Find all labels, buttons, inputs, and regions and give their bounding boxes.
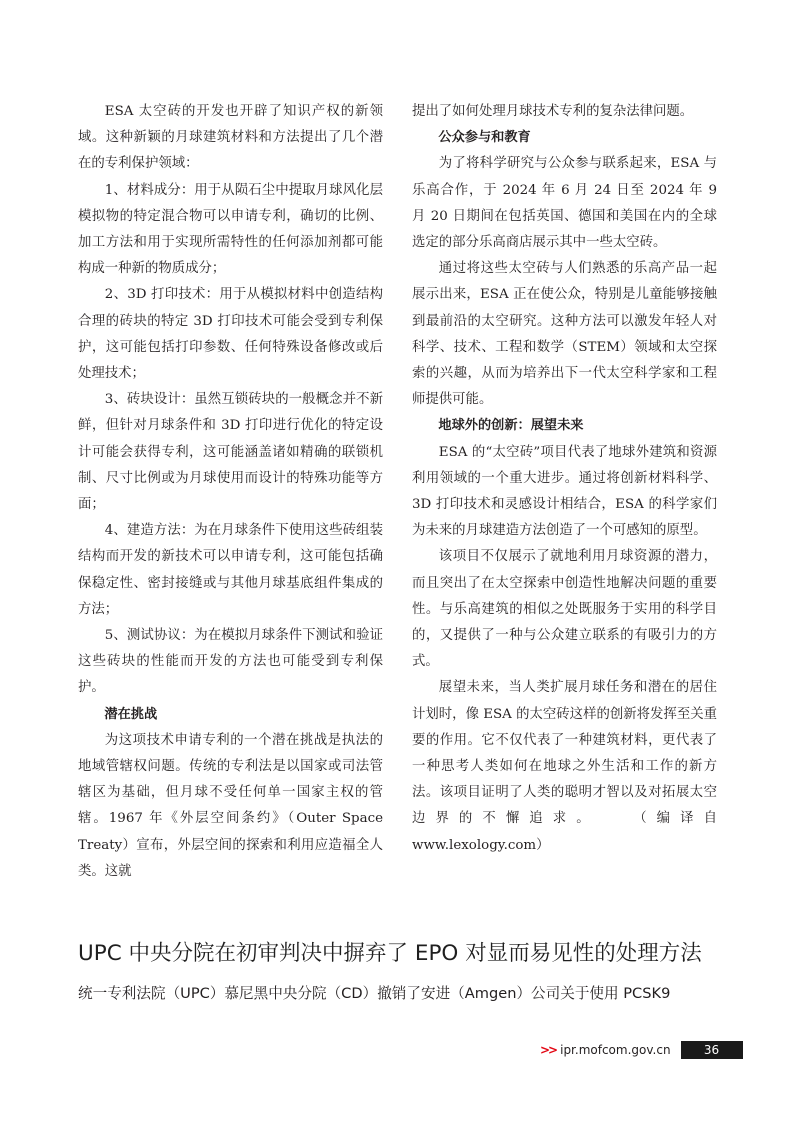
paragraph: 为了将科学研究与公众参与联系起来，ESA 与乐高合作，于 2024 年 6 月 24 日至 2024 年 9 月 20 日期间在包括英国、德国和美国在内的全球选定的部分乐高商店展示其中一些太空砖。 <box>412 156 717 251</box>
left-column <box>78 99 383 885</box>
section-heading: 地球外的创新：展望未来 <box>438 418 584 434</box>
paragraph: ESA 太空砖的开发也开辟了知识产权的新领域。这种新颖的月球建筑材料和方法提出了几个潜在的专利保护领域： <box>78 104 383 172</box>
paragraph: 为这项技术申请专利的一个潜在挑战是执法的地域管辖权问题。传统的专利法是以国家或司法管辖区为基础，但月球不受任何单一国家主权的管辖。1967 年《外层空间条约》（Outer Space Treaty）宣布，外层空间的探索和利用应造福全人类。这就 <box>78 732 383 879</box>
paragraph: 1、材料成分：用于从陨石尘中提取月球风化层模拟物的特定混合物可以申请专利，确切的比例、加工方法和用于实现所需特性的任何添加剂都可能构成一种新的物质成分； <box>78 182 383 277</box>
page-number: 36 <box>681 1041 743 1059</box>
paragraph: 提出了如何处理月球技术专利的复杂法律问题。 <box>412 104 694 119</box>
article-subhead: 统一专利法院（UPC）慕尼黑中央分院（CD）撤销了安进（Amgen）公司关于使用 PCSK9 <box>78 985 671 1002</box>
paragraph: 2、3D 打印技术：用于从模拟材料中创造结构合理的砖块的特定 3D 打印技术可能会受到专利保护，这可能包括打印参数、任何特殊设备修改或后处理技术； <box>78 287 383 382</box>
paragraph: 展望未来，当人类扩展月球任务和潜在的居住计划时，像 ESA 的太空砖这样的创新将发挥至关重要的作用。它不仅代表了一种建筑材料，更代表了一种思考人类如何在地球之外生活和工作的新方法。该项目证明了人类的聪明才智以及对拓展太空边界的不懈追求。 （编译自 www.lexology.com） <box>412 680 717 853</box>
paragraph: 3、砖块设计：虽然互锁砖块的一般概念并不新鲜，但针对月球条件和 3D 打印进行优化的特定设计可能会获得专利，这可能涵盖诸如精确的联锁机制、尺寸比例或为月球使用而设计的特殊功能等方面； <box>78 392 383 513</box>
page-footer <box>540 1041 743 1059</box>
article-headline: UPC 中央分院在初审判决中摒弃了 EPO 对显而易见性的处理方法 <box>78 941 702 966</box>
paragraph: 通过将这些太空砖与人们熟悉的乐高产品一起展示出来，ESA 正在使公众，特别是儿童能够接触到最前沿的太空研究。这种方法可以激发年轻人对科学、技术、工程和数学（STEM）领域和太空探索的兴趣，从而为培养出下一代太空科学家和工程师提供可能。 <box>412 261 717 408</box>
section-heading: 潜在挑战 <box>104 706 158 722</box>
paragraph: 5、测试协议：为在模拟月球条件下测试和验证这些砖块的性能而开发的方法也可能受到专利保护。 <box>78 628 383 696</box>
chevron-right-icon: >> <box>540 1043 557 1057</box>
right-column <box>412 99 717 859</box>
paragraph: ESA 的“太空砖”项目代表了地球外建筑和资源利用领域的一个重大进步。通过将创新材料科学、3D 打印技术和灵感设计相结合，ESA 的科学家们为未来的月球建造方法创造了一个可感知的原型。 <box>412 444 717 539</box>
paragraph: 该项目不仅展示了就地利用月球资源的潜力，而且突出了在太空探索中创造性地解决问题的重要性。与乐高建筑的相似之处既服务于实用的科学目的，又提供了一种与公众建立联系的有吸引力的方式。 <box>412 549 717 670</box>
section-heading: 公众参与和教育 <box>438 130 531 146</box>
site-url[interactable]: ipr.mofcom.gov.cn <box>560 1043 671 1057</box>
paragraph: 4、建造方法：为在月球条件下使用这些砖组装结构而开发的新技术可以申请专利，这可能包括确保稳定性、密封接缝或与其他月球基底组件集成的方法； <box>78 523 383 617</box>
